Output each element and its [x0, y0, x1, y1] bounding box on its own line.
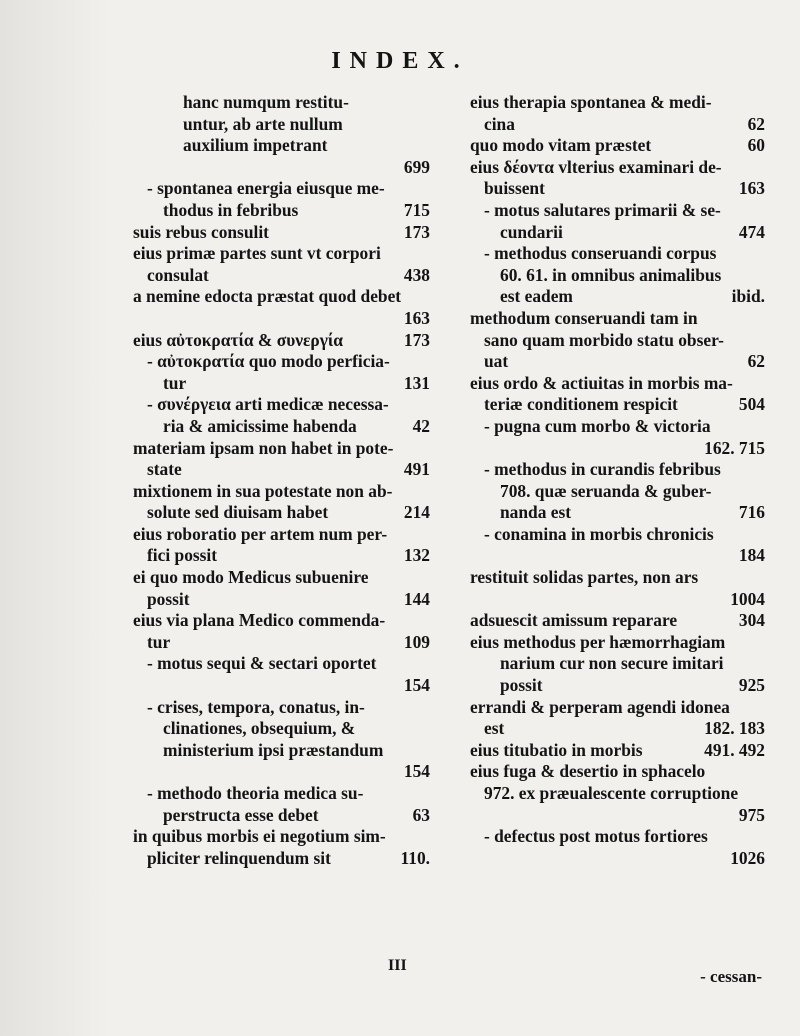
index-entry-text: - αὐτοκρατία quo modo perficia-: [147, 351, 390, 372]
index-page-ref: 1026: [730, 847, 765, 868]
index-entry-line: [133, 761, 430, 783]
index-entry-line: [470, 286, 765, 308]
index-page-ref: ibid.: [731, 286, 765, 307]
index-page-ref: 132: [403, 545, 430, 566]
index-entry-text: solute sed diuisam habet: [147, 502, 329, 523]
index-entry-line: [133, 567, 430, 589]
index-entry-line: [470, 718, 765, 740]
index-entry-line: [133, 459, 430, 481]
index-entry-text: teriæ conditionem respicit: [484, 394, 678, 415]
index-entry-line: [133, 265, 430, 287]
index-entry-line: [470, 848, 765, 870]
index-entry-line: [470, 610, 765, 632]
index-entry-line: [470, 222, 765, 244]
index-entry-text: tur: [163, 372, 187, 393]
index-page-ref: 173: [403, 221, 430, 242]
index-entry-text: est: [484, 718, 505, 739]
index-entry-text: restituit solidas partes, non ars: [470, 567, 699, 588]
index-entry-text: eius ordo & actiuitas in morbis ma-: [470, 372, 733, 393]
index-entry-text: cundarii: [500, 221, 563, 242]
index-entry-text: 708. quæ seruanda & guber-: [500, 480, 712, 501]
index-entry-text: nanda est: [500, 502, 572, 523]
index-entry-line: [470, 697, 765, 719]
index-entry-line: [133, 675, 430, 697]
index-entry-text: consulat: [147, 264, 209, 285]
index-entry-line: [133, 589, 430, 611]
index-entry-line: [470, 481, 765, 503]
index-entry-line: [470, 243, 765, 265]
index-entry-text: - motus sequi & sectari oportet: [147, 653, 377, 674]
index-entry-text: errandi & perperam agendi idonea: [470, 696, 730, 717]
index-entry-line: [470, 567, 765, 589]
index-entry-text: mixtionem in sua potestate non ab-: [133, 480, 393, 501]
index-entry-text: eius via plana Medico commenda-: [133, 610, 386, 631]
index-entry-text: thodus in febribus: [163, 199, 299, 220]
index-page-ref: 699: [403, 156, 430, 177]
index-entry-text: - pugna cum morbo & victoria: [484, 415, 711, 436]
index-page-ref: 491. 492: [704, 739, 765, 760]
index-entry-line: [470, 675, 765, 697]
index-page-ref: 504: [738, 394, 765, 415]
index-entry-line: [133, 653, 430, 675]
index-page-ref: 715: [403, 199, 430, 220]
index-entry-text: pliciter relinquendum sit: [147, 847, 331, 868]
index-entry-text: 60. 61. in omnibus animalibus: [500, 264, 722, 285]
index-entry-line: [133, 243, 430, 265]
index-entry-line: [133, 330, 430, 352]
index-page-ref: 182. 183: [704, 718, 765, 739]
index-entry-text: eius primæ partes sunt vt corpori: [133, 243, 381, 264]
index-entry-line: [470, 135, 765, 157]
index-entry-line: [133, 438, 430, 460]
index-entry-line: [133, 416, 430, 438]
index-entry-text: - spontanea energia eiusque me-: [147, 178, 385, 199]
index-entry-line: [470, 459, 765, 481]
index-page-ref: 438: [403, 264, 430, 285]
index-page-ref: 474: [738, 221, 765, 242]
index-entry-text: eius methodus per hæmorrhagiam: [470, 631, 726, 652]
index-entry-text: in quibus morbis ei negotium sim-: [133, 826, 386, 847]
index-entry-line: [133, 222, 430, 244]
index-entry-text: fici possit: [147, 545, 218, 566]
index-entry-line: [133, 610, 430, 632]
index-entry-line: [133, 740, 430, 762]
index-entry-line: [470, 589, 765, 611]
index-entry-line: [133, 481, 430, 503]
index-entry-text: - methodus conseruandi corpus: [484, 243, 717, 264]
index-entry-text: - conamina in morbis chronicis: [484, 523, 714, 544]
index-entry-line: [133, 114, 430, 136]
index-entry-text: uat: [484, 351, 509, 372]
index-entry-line: [133, 373, 430, 395]
index-page-ref: 154: [403, 761, 430, 782]
index-entry-line: [133, 502, 430, 524]
index-entry-line: [470, 545, 765, 567]
index-page-ref: 173: [403, 329, 430, 350]
index-entry-text: tur: [147, 631, 171, 652]
index-entry-line: [470, 783, 765, 805]
index-entry-text: - defectus post motus fortiores: [484, 826, 708, 847]
index-entry-text: - συνέργεια arti medicæ necessa-: [147, 394, 389, 415]
index-entry-line: [470, 394, 765, 416]
index-entry-text: methodum conseruandi tam in: [470, 307, 698, 328]
index-entry-text: - methodus in curandis febribus: [484, 459, 721, 480]
index-page-ref: 184: [738, 545, 765, 566]
index-entry-text: - methodo theoria medica su-: [147, 783, 364, 803]
index-entry-text: eius titubatio in morbis: [470, 739, 643, 760]
index-page-ref: 109: [403, 631, 430, 652]
index-entry-text: eius roboratio per artem num per-: [133, 523, 388, 544]
index-page-ref: 925: [738, 675, 765, 696]
index-entry-line: [133, 92, 430, 114]
index-entry-text: 972. ex præualescente corruptione: [484, 783, 739, 803]
index-entry-line: [470, 308, 765, 330]
index-entry-text: - crises, tempora, conatus, in-: [147, 696, 365, 717]
index-entry-text: est eadem: [500, 286, 573, 307]
index-entry-text: possit: [147, 588, 190, 609]
index-entry-line: [133, 848, 430, 870]
index-page-ref: 62: [747, 351, 765, 372]
index-page-ref: 214: [403, 502, 430, 523]
index-entry-line: [470, 761, 765, 783]
index-entry-line: [133, 718, 430, 740]
signature-mark: III: [388, 957, 407, 974]
index-page-ref: 154: [403, 675, 430, 696]
index-entry-text: adsuescit amissum reparare: [470, 610, 678, 631]
index-page-ref: 1004: [730, 588, 765, 609]
index-entry-text: suis rebus consulit: [133, 221, 269, 242]
index-entry-line: [133, 545, 430, 567]
index-entry-text: buissent: [484, 178, 545, 199]
index-page-ref: 716: [738, 502, 765, 523]
index-entry-text: - motus salutares primarii & se-: [484, 199, 721, 220]
catchword: - cessan-: [700, 967, 762, 986]
index-entry-text: eius αὐτοκρατία & συνεργία: [133, 329, 343, 350]
index-entry-text: cina: [484, 113, 515, 134]
index-entry-text: untur, ab arte nullum: [183, 113, 343, 134]
index-entry-line: [133, 783, 430, 805]
index-entry-text: perstructa esse debet: [163, 804, 319, 825]
index-entry-text: eius therapia spontanea & medi-: [470, 92, 712, 112]
index-page-ref: 63: [412, 804, 430, 825]
index-page-ref: 62: [747, 113, 765, 134]
index-page-ref: 131: [403, 372, 430, 393]
index-entry-text: eius δέοντα vlterius examinari de-: [470, 156, 722, 177]
index-entry-line: [133, 200, 430, 222]
index-entry-line: [470, 200, 765, 222]
index-entry-line: [470, 92, 765, 114]
index-entry-line: [470, 373, 765, 395]
index-entry-text: a nemine edocta præstat quod debet: [133, 286, 402, 307]
page-gutter-shadow: [0, 0, 110, 1036]
index-entry-line: [470, 805, 765, 827]
index-entry-text: narium cur non secure imitari: [500, 653, 724, 674]
index-column-right: [470, 92, 765, 869]
index-entry-line: [470, 157, 765, 179]
index-entry-line: [133, 351, 430, 373]
index-entry-line: [470, 740, 765, 762]
index-entry-line: [133, 178, 430, 200]
index-entry-line: [470, 653, 765, 675]
index-entry-line: [470, 330, 765, 352]
index-entry-text: clinationes, obsequium, &: [163, 718, 356, 739]
index-entry-line: [470, 826, 765, 848]
page-title: INDEX.: [331, 48, 469, 74]
index-entry-text: ei quo modo Medicus subuenire: [133, 567, 369, 588]
index-entry-text: hanc numqum restitu-: [183, 92, 349, 112]
index-page-ref: 110.: [400, 847, 430, 868]
index-entry-line: [133, 805, 430, 827]
index-entry-line: [133, 697, 430, 719]
index-entry-line: [470, 351, 765, 373]
index-page-ref: 163: [403, 307, 430, 328]
index-entry-line: [133, 632, 430, 654]
index-entry-line: [470, 416, 765, 438]
index-entry-text: materiam ipsam non habet in pote-: [133, 437, 394, 458]
index-entry-line: [470, 114, 765, 136]
index-entry-line: [470, 524, 765, 546]
index-entry-line: [133, 135, 430, 157]
index-entry-line: [133, 524, 430, 546]
index-entry-line: [470, 632, 765, 654]
index-entry-line: [470, 265, 765, 287]
index-page-ref: 144: [403, 588, 430, 609]
index-page-ref: 60: [747, 135, 765, 156]
index-entry-text: quo modo vitam præstet: [470, 135, 652, 156]
index-entry-text: sano quam morbido statu obser-: [484, 329, 724, 350]
index-entry-line: [133, 286, 430, 308]
index-entry-line: [470, 178, 765, 200]
index-page-ref: 491: [403, 459, 430, 480]
index-entry-text: state: [147, 459, 182, 480]
index-entry-text: eius fuga & desertio in sphacelo: [470, 761, 706, 782]
index-entry-text: ministerium ipsi præstandum: [163, 739, 384, 760]
index-page-ref: 163: [738, 178, 765, 199]
index-entry-text: auxilium impetrant: [183, 135, 328, 156]
index-entry-line: [133, 394, 430, 416]
index-entry-text: ria & amicissime habenda: [163, 415, 357, 436]
index-entry-line: [470, 438, 765, 460]
index-page-ref: 975: [738, 804, 765, 825]
index-page-ref: 304: [738, 610, 765, 631]
index-entry-line: [133, 157, 430, 179]
index-page-ref: 162. 715: [704, 437, 765, 458]
index-entry-line: [133, 826, 430, 848]
index-entry-line: [470, 502, 765, 524]
index-entry-text: possit: [500, 675, 543, 696]
index-column-left: [133, 92, 430, 869]
index-page-ref: 42: [412, 415, 430, 436]
index-entry-line: [133, 308, 430, 330]
